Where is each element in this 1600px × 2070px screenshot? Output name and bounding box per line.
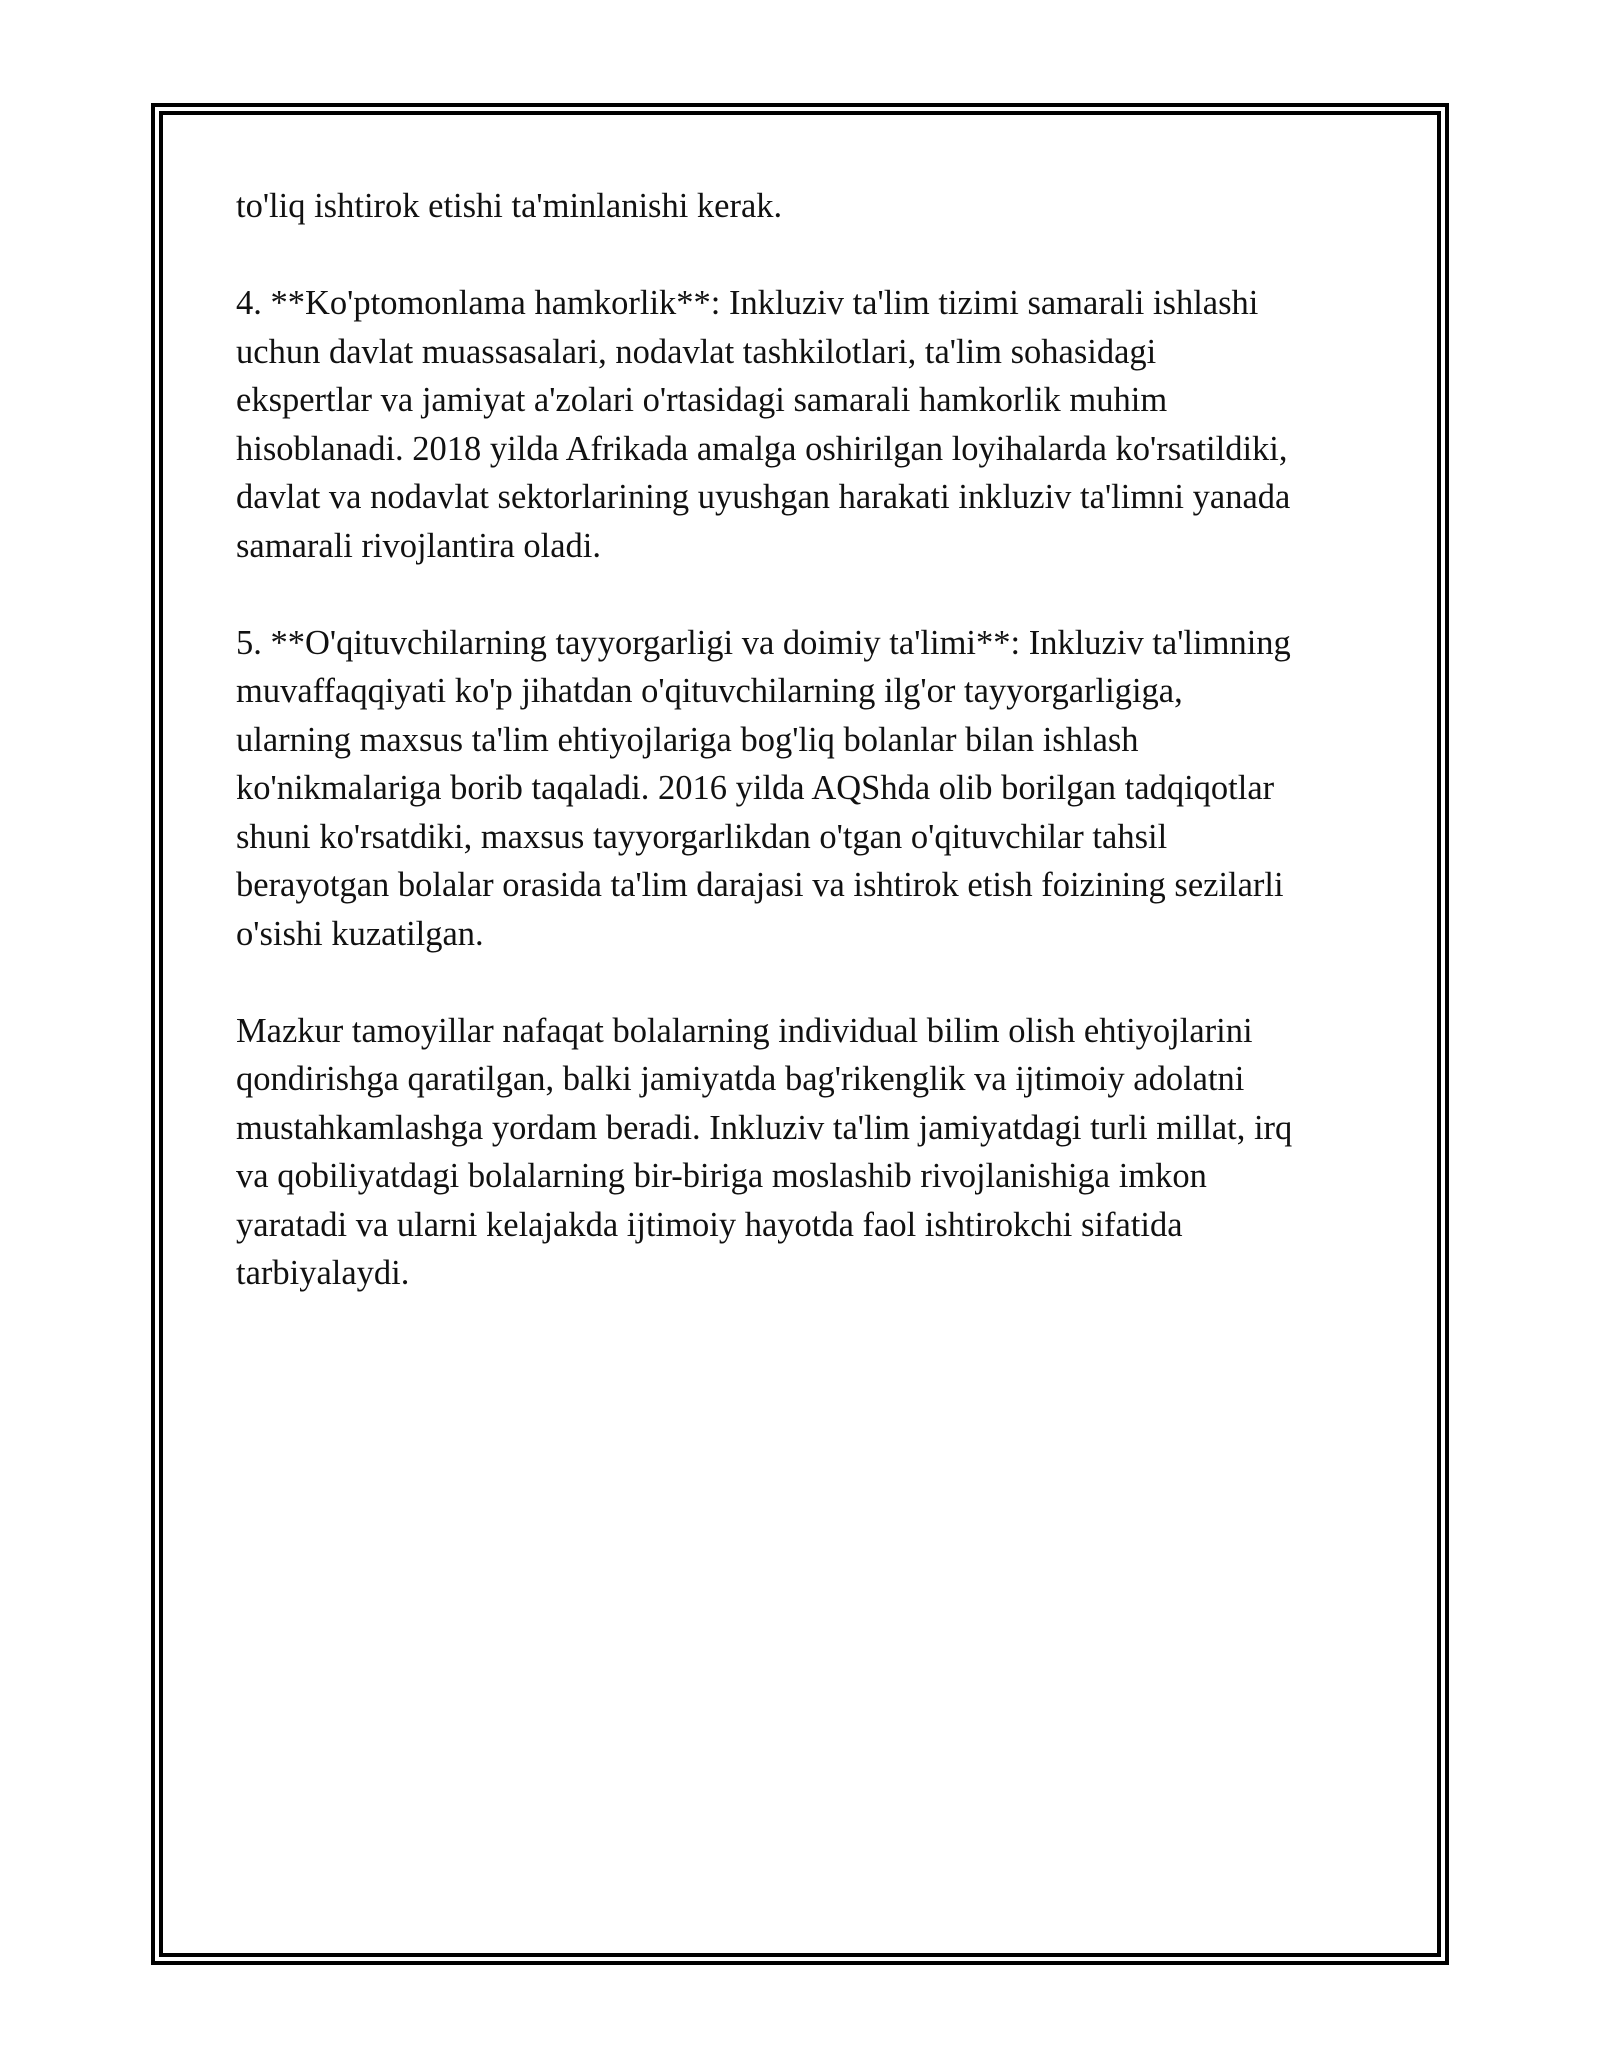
text-line: tarbiyalaydi. [236,1254,410,1292]
text-line: mustahkamlashga yordam beradi. Inkluziv ta'lim jamiyatdagi turli millat, irq [236,1108,1293,1147]
text-line: qondirishga qaratilgan, balki jamiyatda bag'rikenglik va ijtimoiy adolatni [236,1060,1245,1098]
text-line: shuni ko'rsatdiki, maxsus tayyorgarlikdan o'tgan o'qituvchilar tahsil [236,817,1168,856]
text-line: davlat va nodavlat sektorlarining uyushgan harakati inkluziv ta'limni yanada [236,478,1291,516]
text-line: to'liq ishtirok etishi ta'minlanishi kerak. [236,187,783,225]
text-line: ekspertlar va jamiyat a'zolari o'rtasidagi samarali hamkorlik muhim [236,381,1168,419]
text-line: uchun davlat muassasalari, nodavlat tashkilotlari, ta'lim sohasidagi [236,332,1157,371]
text-line: o'sishi kuzatilgan. [236,914,484,953]
text-line: hisoblanadi. 2018 yilda Afrikada amalga oshirilgan loyihalarda ko'rsatildiki, [236,429,1288,468]
paragraph-conclusion [236,1007,1376,1298]
paragraph-item-5 [236,619,1376,959]
text-line: muvaffaqqiyati ko'p jihatdan o'qituvchilarning ilg'or tayyorgarligiga, [236,672,1183,710]
text-line: samarali rivojlantira oladi. [236,526,601,565]
document-body [236,182,1376,1346]
paragraph-item-4 [236,279,1376,570]
text-line: ko'nikmalariga borib taqaladi. 2016 yilda AQShda olib borilgan tadqiqotlar [236,769,1275,807]
text-line: va qobiliyatdagi bolalarning bir-biriga moslashib rivojlanishiga imkon [236,1157,1207,1195]
text-line: 4. **Ko'ptomonlama hamkorlik**: Inkluziv ta'lim tizimi samarali ishlashi [236,284,1259,322]
text-line: yaratadi va ularni kelajakda ijtimoiy hayotda faol ishtirokchi sifatida [236,1205,1183,1244]
text-line: Mazkur tamoyillar nafaqat bolalarning individual bilim olish ehtiyojlarini [236,1011,1253,1050]
text-line: 5. **O'qituvchilarning tayyorgarligi va doimiy ta'limi**: Inkluziv ta'limning [236,623,1291,662]
text-line: berayotgan bolalar orasida ta'lim darajasi va ishtirok etish foizining sezilarli [236,866,1284,904]
paragraph-continuation [236,182,1376,231]
text-line: ularning maxsus ta'lim ehtiyojlariga bog'liq bolanlar bilan ishlash [236,720,1139,759]
